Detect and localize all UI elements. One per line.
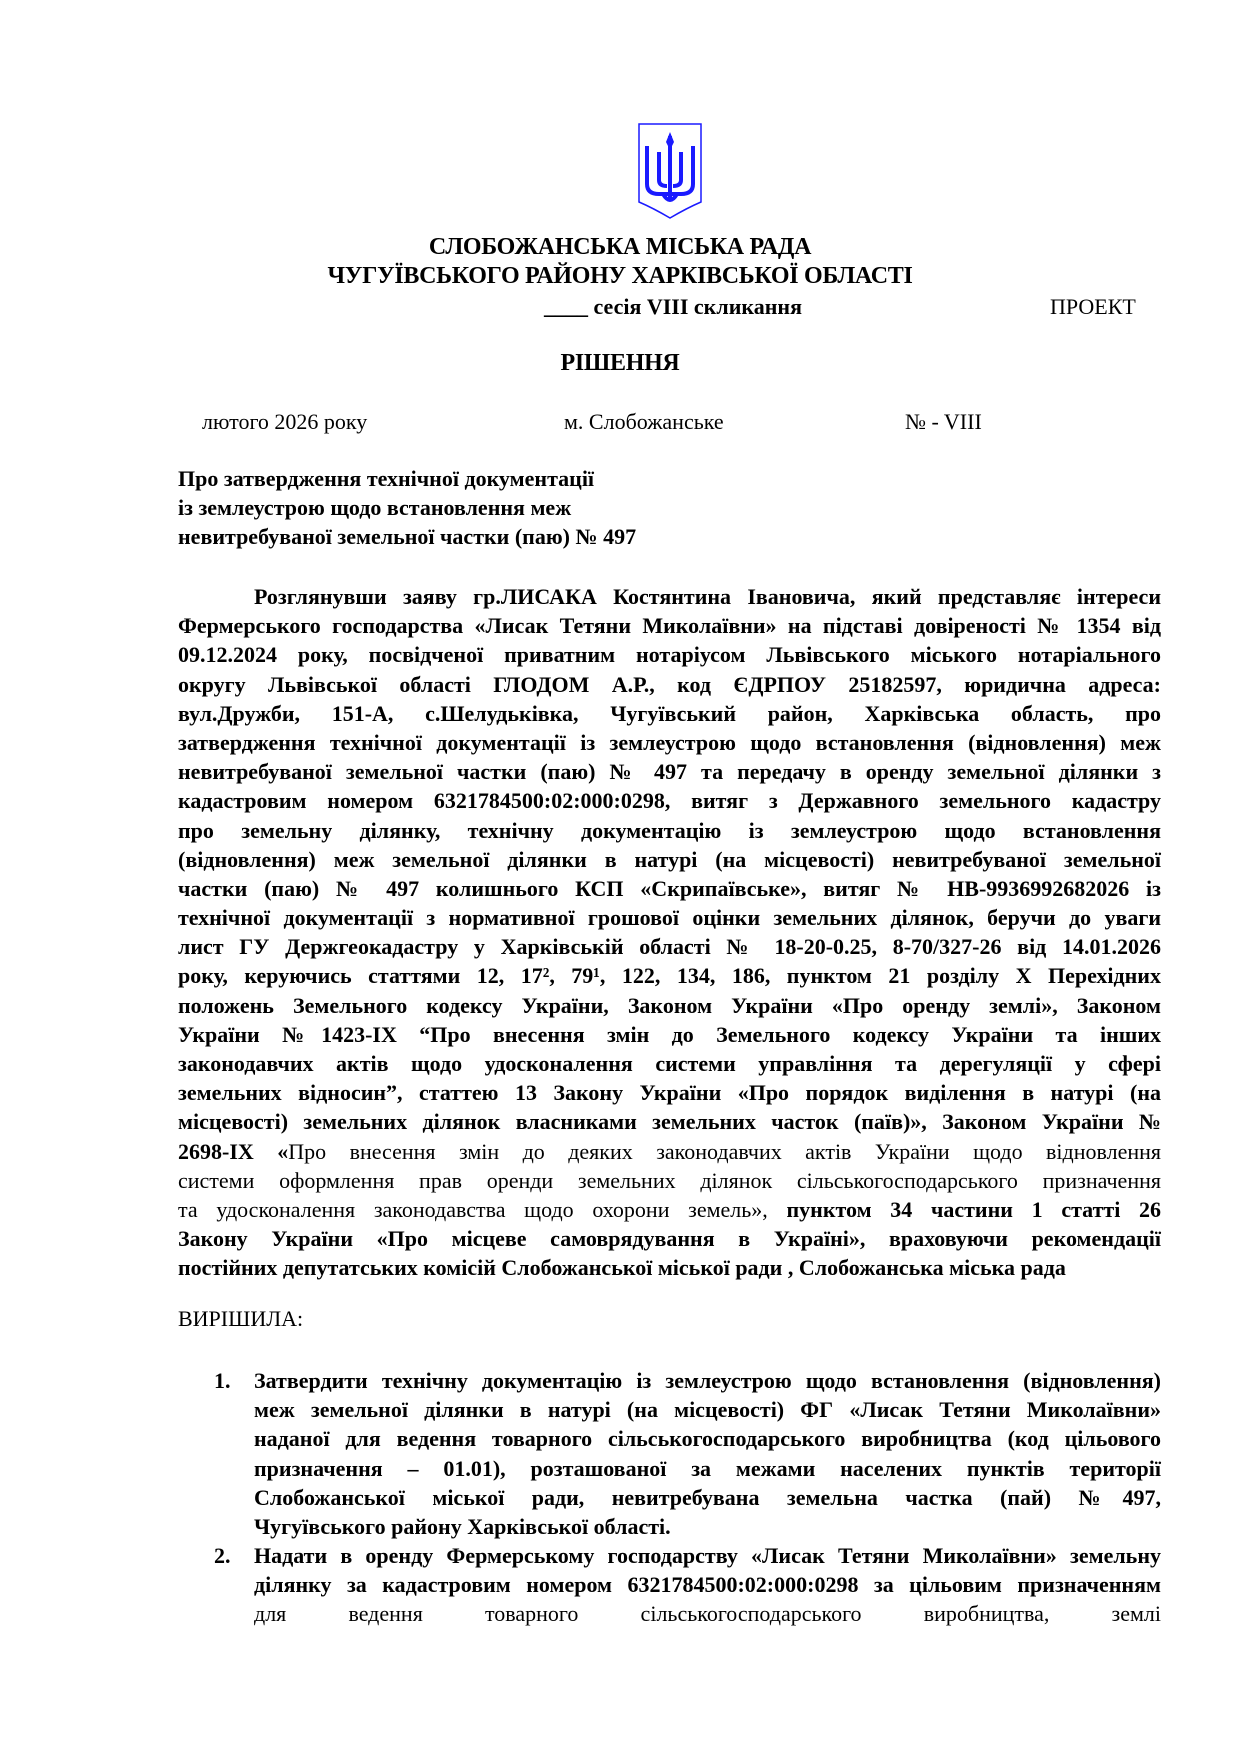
text-run: та удосконалення законодавства щодо охорони земель», bbox=[178, 1196, 768, 1222]
text-run: місцевості) земельних ділянок власниками земельних часток (паїв)», Законом України № bbox=[178, 1109, 1161, 1135]
preamble-paragraph bbox=[178, 582, 1161, 1283]
text-run: законодавчих актів щодо удосконалення системи управління та дерегуляції у сфері bbox=[178, 1051, 1161, 1076]
document-type: РІШЕННЯ bbox=[560, 350, 680, 376]
text-run: про земельну ділянку, технічну документацію із землеустрою щодо встановлення bbox=[178, 817, 1161, 843]
text-run: Розглянувши заяву гр.ЛИСАКА Костянтина Івановича, який представляє інтереси bbox=[254, 584, 1161, 609]
paragraph-line bbox=[178, 1137, 1161, 1166]
paragraph-line bbox=[178, 1049, 1161, 1078]
paragraph-line bbox=[178, 1078, 1161, 1107]
item-line: Надати в оренду Фермерському господарству «Лисак Тетяни Миколаївни» земельну bbox=[254, 1543, 1161, 1568]
text-run: Фермерського господарства «Лисак Тетяни Миколаївни» на підставі довіреності № 1354 від bbox=[178, 613, 1161, 639]
text-run: вул.Дружби, 151-А, с.Шелудьківка, Чугуївський район, Харківська область, про bbox=[178, 700, 1161, 726]
item-line: меж земельної ділянки в натурі (на місцевості) ФГ «Лисак Тетяни Миколаївни» bbox=[254, 1397, 1161, 1423]
text-run: затвердження технічної документації із землеустрою щодо встановлення (відновлення) меж bbox=[178, 729, 1161, 755]
decided-heading: ВИРІШИЛА: bbox=[178, 1306, 304, 1331]
text-run: кадастровим номером 6321784500:02:000:0298, витяг з Державного земельного кадастру bbox=[178, 788, 1161, 814]
text-run: року, керуючись статтями 12, 17², 79¹, 122, 134, 186, пунктом 21 розділу Х Перехідних bbox=[178, 963, 1161, 989]
item-line: Слобожанської міської ради, невитребувана земельна частка (пай) №497, bbox=[254, 1484, 1161, 1510]
paragraph-line bbox=[178, 786, 1161, 815]
paragraph-line bbox=[178, 582, 1161, 611]
paragraph-line bbox=[178, 1166, 1161, 1195]
text-run: (відновлення) меж земельної ділянки в натурі (на місцевості) невитребуваної земельної bbox=[178, 846, 1161, 872]
decision-place: м. Слобожанське bbox=[564, 409, 724, 434]
subject-line: Про затвердження технічної документації bbox=[178, 466, 595, 491]
decision-number: № - VIII bbox=[905, 409, 982, 434]
paragraph-line bbox=[178, 611, 1161, 640]
district-name: ЧУГУЇВСЬКОГО РАЙОНУ ХАРКІВСЬКОЇ ОБЛАСТІ bbox=[327, 263, 913, 289]
item-line: наданої для ведення товарного сільськогосподарського виробництва (код цільового bbox=[254, 1426, 1161, 1452]
text-run: частки (паю) № 497 колишнього КСП «Скрипаївське», витяг № НВ-9936992682026 із bbox=[178, 875, 1161, 901]
paragraph-line bbox=[178, 932, 1161, 961]
paragraph-line bbox=[178, 670, 1161, 699]
item-line: ділянку за кадастровим номером 6321784500:02:000:0298 за цільовим призначенням bbox=[254, 1572, 1161, 1598]
text-run: лист ГУ Держгеокадастру у Харківській області № 18-20-0.25, 8-70/327-26 від 14.01.2026 bbox=[178, 934, 1161, 960]
text-run: Про внесення змін до деяких законодавчих актів України щодо відновлення bbox=[288, 1138, 1162, 1164]
council-name: СЛОБОЖАНСЬКА МІСЬКА РАДА bbox=[428, 234, 812, 260]
text-run: невитребуваної земельної частки (паю) № 497 та передачу в оренду земельної ділянки з bbox=[178, 759, 1161, 785]
paragraph-line bbox=[178, 1253, 1161, 1282]
draft-label: ПРОЕКТ bbox=[1050, 294, 1136, 319]
text-run: постійних депутатських комісій Слобожанської міської ради , Слобожанська міська рада bbox=[178, 1255, 1066, 1281]
paragraph-line bbox=[178, 1224, 1161, 1253]
session-label: ____ сесія VIII скликання bbox=[544, 294, 802, 319]
paragraph-line bbox=[178, 1020, 1161, 1049]
paragraph-line bbox=[178, 728, 1161, 757]
text-run: округу Львівської області ГЛОДОМ А.Р., код ЄДРПОУ 25182597, юридична адреса: bbox=[178, 671, 1161, 697]
paragraph-line bbox=[178, 1107, 1161, 1136]
text-run: земельних відносин”, статтею 13 Закону України «Про порядок виділення в натурі (на bbox=[178, 1080, 1161, 1106]
text-run: Закону України «Про місцеве самоврядування в Україні», враховуючи рекомендації bbox=[178, 1226, 1161, 1252]
item-line: Затвердити технічну документацію із землеустрою щодо встановлення (відновлення) bbox=[254, 1368, 1161, 1393]
paragraph-line bbox=[178, 874, 1161, 903]
text-run: технічної документації з нормативної грошової оцінки земельних ділянок, беручи до уваги bbox=[178, 905, 1161, 931]
paragraph-line bbox=[178, 961, 1161, 990]
text-run: 09.12.2024 року, посвідченої приватним нотаріусом Львівського міського нотаріального bbox=[178, 642, 1161, 668]
coat-of-arms-icon bbox=[637, 122, 703, 220]
paragraph-line bbox=[178, 816, 1161, 845]
subject-line: із землеустрою щодо встановлення меж bbox=[178, 495, 572, 520]
item-line: призначення – 01.01), розташованої за межами населених пунктів території bbox=[254, 1455, 1161, 1481]
text-run: 2698-IX « bbox=[178, 1138, 289, 1164]
text-run: України №1423-IX “Про внесення змін до Земельного кодексу України та інших bbox=[178, 1021, 1161, 1047]
item-text bbox=[254, 1366, 1161, 1541]
text-run: положень Земельного кодексу України, Законом України «Про оренду землі», Законом bbox=[178, 992, 1161, 1018]
item-number: 1. bbox=[214, 1368, 231, 1393]
paragraph-line bbox=[178, 699, 1161, 728]
paragraph-line bbox=[178, 845, 1161, 874]
item-number: 2. bbox=[214, 1543, 231, 1568]
decision-date: лютого 2026 року bbox=[202, 409, 368, 434]
paragraph-line bbox=[178, 991, 1161, 1020]
paragraph-line bbox=[178, 903, 1161, 932]
text-run: системи оформлення прав оренди земельних ділянок сільськогосподарського призначення bbox=[178, 1167, 1161, 1193]
item-line: для ведення товарного сільськогосподарського виробництва, землі bbox=[254, 1601, 1161, 1627]
subject-line: невитребуваної земельної частки (паю) № 497 bbox=[178, 524, 637, 549]
item-text bbox=[254, 1541, 1161, 1629]
paragraph-line bbox=[178, 640, 1161, 669]
text-run: пунктом 34 частини 1 статті 26 bbox=[767, 1196, 1161, 1222]
item-line: Чугуївського району Харківської області. bbox=[254, 1513, 671, 1539]
paragraph-line bbox=[178, 1195, 1161, 1224]
paragraph-line bbox=[178, 757, 1161, 786]
